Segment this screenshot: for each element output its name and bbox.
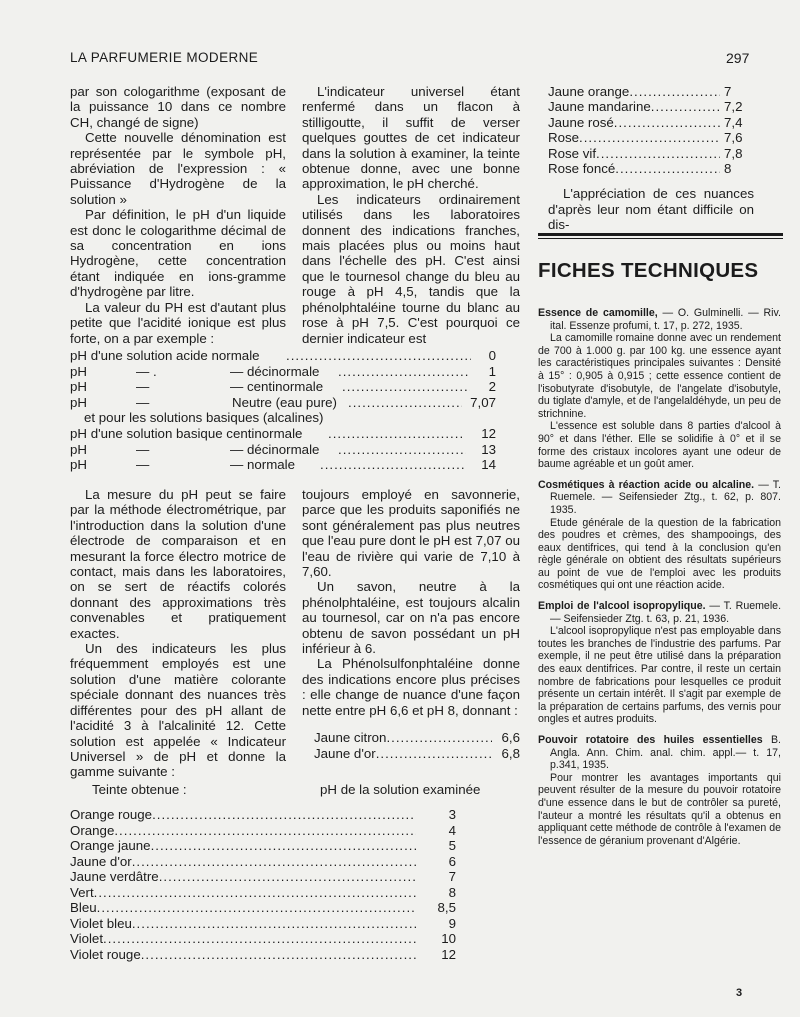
- leader-dots: [596, 146, 720, 161]
- color-label: Jaune mandarine: [548, 99, 651, 115]
- fiche-title: Cosmétiques à réaction acide ou alcaline.: [538, 478, 755, 491]
- column-2-bottom: [302, 487, 520, 761]
- teinte-header-right: pH de la solution examinée: [320, 782, 481, 797]
- ph-row-dash: —: [136, 379, 150, 395]
- fiche-reference: [538, 479, 781, 517]
- ph-row-label: pH: [70, 394, 87, 410]
- fiche-paragraph: Etude générale de la question de la fabrication des poudres et crèmes, des shampooings, des eaux dentifrices, qui tend à la conclusion qu'en règle générale on obtient des résultats supérieurs au point de vue de l'emploi avec les produits cosmétiques qui ont une réaction acide.: [538, 516, 781, 592]
- fiche-paragraph: L'alcool isopropylique n'est pas employable dans toutes les branches de l'industrie des parfums. Par exemple, il ne peut être utilisé dans la préparation des eaux dentifrices. Par contre, il reste un certain nombre de fabrications pour lesquelles ce produit présente un certain intérêt. Il s'agit par exemple de la préparation de certains parfums, des vernis pour ongles et autres produits.: [538, 625, 781, 726]
- leader-dots: [338, 442, 466, 457]
- teinte-row: [70, 947, 456, 963]
- jaune-label: Jaune citron: [314, 730, 387, 746]
- column-3-top: [548, 84, 754, 233]
- teinte-row: [70, 885, 456, 901]
- color-value: 8: [724, 161, 732, 177]
- teinte-value: 6: [448, 853, 456, 869]
- paragraph: Un savon, neutre à la phénolphtaléine, est toujours alcalin au tournesol, car on n'a pas encore obtenu de savon possédant un pH inférieur à 6.: [302, 579, 520, 657]
- ph-row-label: pH d'une solution acide normale: [70, 348, 260, 363]
- color-row: [548, 161, 754, 176]
- ph-row-dash: —: [136, 457, 150, 473]
- fiche-paragraph: L'essence est soluble dans 8 parties d'alcool à 90° et dans l'éther. Elle se solidifie à 0° et il se forme des cristaux incolores ayant une odeur de baume agréable et un goût amer.: [538, 420, 781, 471]
- ph-row-label: — décinormale: [230, 363, 320, 379]
- teinte-value: 9: [448, 915, 456, 931]
- leader-dots: [152, 807, 416, 823]
- color-row: [548, 99, 754, 114]
- jaune-value: 6,8: [501, 745, 520, 761]
- jaune-row: [314, 746, 520, 761]
- leader-dots: [286, 348, 471, 363]
- ph-row-label: — décinormale: [230, 441, 320, 457]
- column-1-top: [70, 84, 286, 346]
- fiche-paragraph: La camomille romaine donne avec un rendement de 700 à 1.000 g. par 100 kg. une essence ayant les caractéristiques principales suivantes : Densité à 15° : 0,905 à 0,915 ; cette essence contient de l'isobutyrate d'isobutyle, de l'angelate d'isobutyle, du tiglate d'amyle, et de l'angelaldéhyde, un peu de strichnine.: [538, 332, 781, 420]
- page-number: 297: [726, 50, 750, 66]
- teinte-value: 8,5: [437, 900, 456, 915]
- leader-dots: [342, 379, 470, 394]
- leader-dots: [348, 395, 462, 410]
- fiche-title: Pouvoir rotatoire des huiles essentielles: [538, 734, 763, 746]
- teinte-label: Orange: [70, 822, 115, 838]
- ph-row-value: 2: [488, 379, 496, 395]
- teinte-label: Vert: [70, 884, 94, 900]
- section-title: FICHES TECHNIQUES: [538, 259, 759, 282]
- teinte-row: [70, 869, 456, 885]
- teinte-label: Orange rouge: [70, 807, 153, 822]
- fiche-source: — T. Ruemele. — Seifensieder Ztg. t. 63, p. 21, 1936.: [550, 600, 782, 625]
- teinte-row: [70, 854, 456, 870]
- paragraph: Les indicateurs ordinairement utilisés dans les laboratoires donnent des indications franches, mais placées plus ou moins haut dans l'échelle des pH. C'est ainsi que le tournesol change du bleu au rouge à pH 4,5, tandis que la phénolphtaléine tourne du blanc au rose à pH 7,5. C'est pourquoi ce dernier indicateur est: [302, 191, 520, 346]
- ph-row-value: 1: [488, 363, 496, 379]
- paragraph: Cette nouvelle dénomination est représentée par le symbole pH, abréviation de l'expression : « Puissance d'Hydrogène de la solution »: [70, 130, 286, 207]
- ph-row-dash: —: [136, 441, 150, 457]
- teinte-label: Jaune verdâtre: [70, 869, 159, 884]
- ph-row-value: 12: [481, 425, 496, 441]
- teinte-header-left: Teinte obtenue :: [92, 782, 187, 797]
- teinte-value: 4: [448, 822, 456, 838]
- paragraph: Par définition, le pH d'un liquide est donc le cologarithme décimal de sa concentration en ions Hydrogène, cette concentration étant indiquée en ions-gramme d'hydrogène par litre.: [70, 207, 286, 300]
- ph-row: [70, 379, 496, 395]
- leader-dots: [338, 364, 468, 379]
- ph-row: [70, 457, 496, 473]
- leader-dots: [320, 457, 466, 472]
- ph-row: [70, 364, 496, 380]
- leader-dots: [614, 115, 720, 130]
- fiche-entry: [538, 734, 781, 847]
- teinte-label: Violet: [70, 931, 104, 946]
- color-label: Rose: [548, 130, 580, 146]
- color-row: [548, 84, 754, 99]
- ph-row-label: pH: [70, 441, 87, 457]
- leader-dots: [114, 823, 416, 839]
- teinte-value: 7: [448, 869, 456, 884]
- fiches-list: [538, 307, 781, 847]
- ph-row: [70, 442, 496, 458]
- ph-row-label: pH: [70, 457, 87, 473]
- teinte-label: Violet bleu: [70, 915, 132, 931]
- sheet-number: 3: [736, 987, 743, 999]
- color-label: Jaune orange: [548, 84, 630, 99]
- fiche-reference: [538, 600, 781, 625]
- leader-dots: [651, 99, 720, 114]
- teinte-value: 8: [448, 884, 456, 900]
- teinte-value: 5: [448, 838, 456, 853]
- fiche-reference: [538, 734, 781, 772]
- color-value: 7: [724, 84, 732, 99]
- fiche-source: B. Angla. Ann. Chim. anal. chim. appl.— t. 17, p.341, 1935.: [550, 734, 781, 772]
- color-row: [548, 130, 754, 145]
- ph-row-label: et pour les solutions basiques (alcalines): [84, 410, 324, 426]
- ph-row-label: pH: [70, 363, 87, 379]
- ph-row-label: — centinormale: [230, 379, 324, 395]
- fiche-entry: [538, 600, 781, 726]
- ph-row-label: Neutre (eau pure): [232, 394, 337, 410]
- column-2-top: [302, 84, 520, 346]
- leader-dots: [376, 746, 492, 761]
- jaune-row: [314, 730, 520, 745]
- color-value: 7,8: [724, 145, 743, 161]
- color-value: 7,6: [724, 130, 743, 146]
- teinte-row: [70, 807, 456, 823]
- paragraph: Un des indicateurs les plus fréquemment employés est une solution d'une matière colorante spéciale donnant des nuances très différentes pour des pH allant de l'acidité 3 à l'alcalinité 12. Cette solution est appelée « Indicateur Universel » de pH et donne la gamme suivante :: [70, 641, 286, 780]
- teinte-row: [70, 900, 456, 916]
- fiche-source: — O. Gulminelli. — Riv. ital. Essenze profumi, t. 17, p. 272, 1935.: [550, 307, 781, 332]
- ph-row-label: pH d'une solution basique centinormale: [70, 425, 303, 441]
- paragraph: L'indicateur universel étant renfermé dans un flacon à stilligoutte, il suffit de verser quelques gouttes de cet indicateur dans la solution à examiner, la teinte obtenue donne, avec une bonne approximation, le pH cherché.: [302, 84, 520, 192]
- leader-dots: [141, 947, 416, 963]
- section-rule: [538, 233, 783, 236]
- color-label: Rose vif: [548, 145, 597, 161]
- teinte-table: [70, 807, 456, 962]
- color-row: [548, 146, 754, 161]
- paragraph: toujours employé en savonnerie, parce que les produits saponifiés ne sont généralement pas plus neutres que l'eau pure dont le pH est 7,07 ou l'eau de rivière qui varie de 7,10 à 7,60.: [302, 487, 520, 580]
- ph-row-dash: —: [136, 394, 150, 410]
- fiche-entry: [538, 307, 781, 471]
- color-label: Rose foncé: [548, 161, 616, 177]
- teinte-label: Orange jaune: [70, 838, 151, 853]
- leader-dots: [151, 838, 416, 854]
- ph-row-value: 13: [481, 441, 496, 457]
- leader-dots: [328, 426, 464, 441]
- leader-dots: [94, 885, 416, 901]
- teinte-value: 10: [441, 931, 456, 946]
- leader-dots: [159, 869, 416, 885]
- teinte-row: [70, 916, 456, 932]
- teinte-label: Violet rouge: [70, 946, 141, 962]
- teinte-row: [70, 931, 456, 947]
- paragraph: La valeur du PH est d'autant plus petite que l'acidité ionique est plus forte, on a par exemple :: [70, 299, 286, 346]
- teinte-label: Jaune d'or: [70, 853, 132, 869]
- paragraph: La Phénolsulfonphtaléine donne des indications encore plus précises : elle change de nuance d'une façon nette entre pH 6,6 et pH 8, donnant :: [302, 656, 520, 718]
- leader-dots: [579, 130, 720, 145]
- fiche-title: Emploi de l'alcool isopropylique.: [538, 600, 706, 613]
- ph-row: [70, 395, 496, 411]
- jaune-label: Jaune d'or: [314, 745, 376, 761]
- ph-row-value: 7,07: [470, 394, 496, 410]
- journal-title: LA PARFUMERIE MODERNE: [70, 50, 259, 65]
- ph-row-label: pH: [70, 379, 87, 395]
- fiche-source: — T. Ruemele. — Seifensieder Ztg., t. 62, p. 807. 1935.: [550, 478, 782, 516]
- paragraph: L'appréciation de ces nuances d'après leur nom étant difficile on dis-: [548, 186, 754, 233]
- column-1-bottom: [70, 487, 286, 780]
- paragraph: La mesure du pH peut se faire par la méthode électrométrique, par l'introduction dans la solution d'une électrode de comparaison et en mesurant la force électro motrice de contact, mais dans les laboratoires, on se sert de réactifs colorés donnant des approximations très convenables et pratiquement exactes.: [70, 487, 286, 641]
- leader-dots: [132, 854, 416, 870]
- section-rule: [538, 238, 783, 239]
- ph-row-label: — normale: [230, 457, 296, 473]
- leader-dots: [132, 916, 416, 932]
- fiche-paragraph: Pour montrer les avantages importants qui peuvent résulter de la mesure du pouvoir rotatoire d'une essence dans le but de contrôler sa pureté, l'auteur a montré les résultats qu'il a obtenus en appliquant cette méthode de contrôle à l'examen de l'essence de géranium provenant d'Algérie.: [538, 771, 781, 847]
- leader-dots: [97, 900, 416, 916]
- fiche-entry: [538, 479, 781, 592]
- color-value: 7,4: [724, 114, 743, 130]
- ph-row-value: 14: [481, 457, 496, 473]
- leader-dots: [629, 84, 720, 99]
- teinte-row: [70, 823, 456, 839]
- teinte-value: 12: [441, 946, 456, 962]
- color-row: [548, 115, 754, 130]
- paragraph: par son cologarithme (exposant de la puissance 10 dans ce nombre CH, changé de signe): [70, 84, 286, 130]
- teinte-row: [70, 838, 456, 854]
- teinte-value: 3: [448, 807, 456, 822]
- fiche-reference: [538, 307, 781, 332]
- leader-dots: [615, 161, 720, 176]
- color-value: 7,2: [724, 99, 743, 115]
- fiche-title: Essence de camomille,: [538, 307, 658, 319]
- ph-table: [70, 348, 496, 473]
- ph-row: [70, 426, 496, 442]
- jaune-value: 6,6: [501, 730, 520, 746]
- ph-row-dash: — .: [136, 363, 157, 379]
- ph-row: [70, 348, 496, 364]
- ph-row: [70, 410, 496, 426]
- leader-dots: [386, 730, 492, 745]
- ph-row-value: 0: [488, 348, 496, 363]
- leader-dots: [103, 931, 416, 947]
- teinte-label: Bleu: [70, 900, 97, 915]
- color-label: Jaune rosé: [548, 114, 614, 130]
